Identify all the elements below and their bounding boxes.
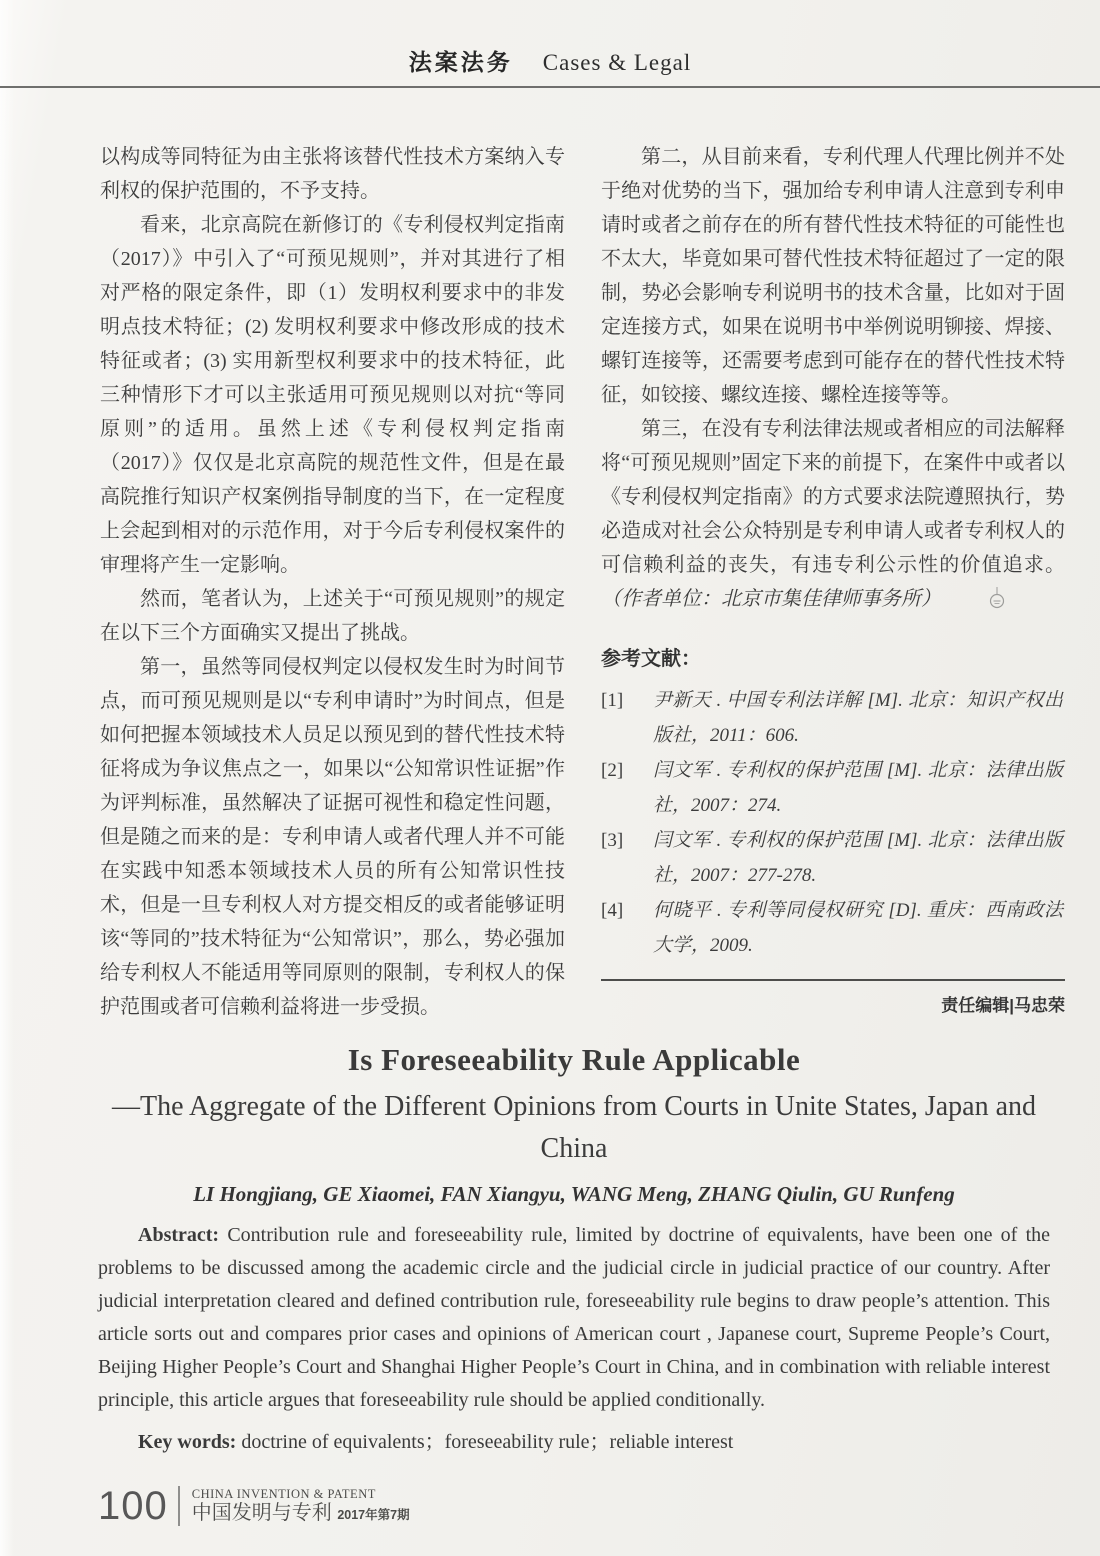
paragraph: 第一，虽然等同侵权判定以侵权发生时为时间节点，而可预见规则是以“专利申请时”为时间点，但是如何把握本领域技术人员足以预见到的替代性技术特征将成为争议焦点之一，如果以“公知常识性证据”作为评判标准，虽然解决了证据可视性和稳定性问题，但是随之而来的是：专利申请人或者代理人并不可能在实践中知悉本领域技术人员的所有公知常识性技术，但是一旦专利权人对方提交相反的或者能够证明该“等同的”技术特征为“公知常识”，那么，势必强加给专利权人不能适用等同原则的限制，专利权人的保护范围或者可信赖利益将进一步受损。 [100,656,565,1018]
journal-info [192,1487,410,1524]
journal-issue: 2017年第7期 [337,1507,410,1522]
footer-divider [178,1486,180,1526]
reference-item [601,753,1065,823]
page-number: 100 [98,1484,168,1528]
responsible-editor: 责任编辑|马忠荣 [941,996,1065,1015]
right-column [601,140,1065,1024]
reference-text: 尹新天 . 中国专利法详解 [M]. 北京：知识产权出版社，2011：606. [653,690,1063,746]
reference-item [601,893,1065,963]
paragraph: 第二，从目前来看，专利代理人代理比例并不处于绝对优势的当下，强加给专利申请人注意到专利申请时或者之前存在的所有替代性技术特征的可能性也不太大，毕竟如果可替代性技术特征超过了一定的限制，势必会影响专利说明书的技术含量，比如对于固定连接方式，如果在说明书中举例说明铆接、焊接、螺钉连接等，还需要考虑到可能存在的替代性技术特征，如铰接、螺纹连接、螺栓连接等等。 [601,146,1065,406]
paragraph: 然而，笔者认为，上述关于“可预见规则”的规定在以下三个方面确实又提出了挑战。 [100,588,565,644]
section-title-cn: 法案法务 [408,49,513,75]
journal-cn-text: 中国发明与专利 [191,1501,332,1524]
editor-divider [601,979,1065,981]
paragraph-with-affiliation [601,412,1065,620]
abstract-text: Contribution rule and foreseeability rule, limited by doctrine of equivalents, have been one of the problems to be discussed among the academic circle and the judicial circle in judicial practice of our country. After judicial interpretation cleared and defined contribution rule, foreseeability rule begins to draw people’s attention. This article sorts out and compares prior cases and opinions of American court , Japanese court, Supreme People’s Court, Beijing Higher People’s Court and Shanghai Higher People’s Court in China, and in combination with reliable interest principle, this article argues that foreseeability rule should be applied conditionally. [98,1224,1051,1411]
reference-number: [3] [601,830,624,851]
journal-name-cn [192,1502,410,1525]
reference-number: [1] [601,690,624,711]
references-section [601,642,1065,963]
keywords-label: Key words: [138,1431,237,1453]
abstract-paragraph [98,1219,1050,1417]
paragraph-text: 第三，在没有专利法律法规或者相应的司法解释将“可预见规则”固定下来的前提下，在案件中或者以《专利侵权判定指南》的方式要求法院遵照执行，势必造成对社会公众特别是专利申请人或者专利权人的可信赖利益的丧失，有违专利公示性的价值追求。 [601,418,1065,576]
journal-name-en: CHINA INVENTION & PATENT [191,1487,376,1502]
left-column [100,140,565,1024]
author-affiliation: （作者单位：北京市集佳律师事务所） [601,588,941,610]
keywords-line [98,1425,1050,1454]
english-title: Is Foreseeability Rule Applicable [347,1042,801,1077]
reference-text: 何晓平 . 专利等同侵权研究 [D]. 重庆：西南政法大学，2009. [653,900,1063,956]
references-heading: 参考文献： [601,648,701,670]
english-abstract-section [98,1042,1050,1454]
paragraph: 以构成等同特征为由主张将该替代性技术方案纳入专利权的保护范围的，不予支持。 [100,146,565,202]
section-title-en: Cases & Legal [542,50,692,75]
reference-number: [2] [601,760,624,781]
english-subtitle: —The Aggregate of the Different Opinions from Courts in Unite States, Japan and China [111,1091,1037,1164]
article-end-stamp-icon [947,586,1007,620]
paragraph: 看来，北京高院在新修订的《专利侵权判定指南（2017）》中引入了“可预见规则”，并对其进行了相对严格的限定条件，即（1）发明权利要求中的非发明点技术特征；(2) 发明权利要求中修改形成的技术特征或者；(3) 实用新型权利要求中的技术特征，此三种情形下才可以主张适用可预见规则以对抗“等同原则”的适用。虽然上述《专利侵权判定指南（2017）》仅仅是北京高院的规范性文件，但是在最高院推行知识产权案例指导制度的当下，在一定程度上会起到相对的示范作用，对于今后专利侵权案件的审理将产生一定影响。 [100,214,565,576]
authors-line: LI Hongjiang, GE Xiaomei, FAN Xiangyu, WANG Meng, ZHANG Qiulin, GU Runfeng [193,1182,955,1206]
page-header [0,44,1100,77]
article-body [100,140,1065,1024]
reference-item [601,683,1065,753]
abstract-label: Abstract: [138,1224,220,1246]
reference-text: 闫文军 . 专利权的保护范围 [M]. 北京：法律出版社，2007：277-278. [653,830,1063,886]
reference-number: [4] [601,900,624,921]
scan-edge-artifact [0,0,14,1556]
reference-item [601,823,1065,893]
reference-text: 闫文军 . 专利权的保护范围 [M]. 北京：法律出版社，2007：274. [653,760,1063,816]
keywords-text: doctrine of equivalents；foreseeability rule；reliable interest [241,1431,734,1453]
page-footer [98,1486,410,1526]
header-divider [0,86,1100,88]
